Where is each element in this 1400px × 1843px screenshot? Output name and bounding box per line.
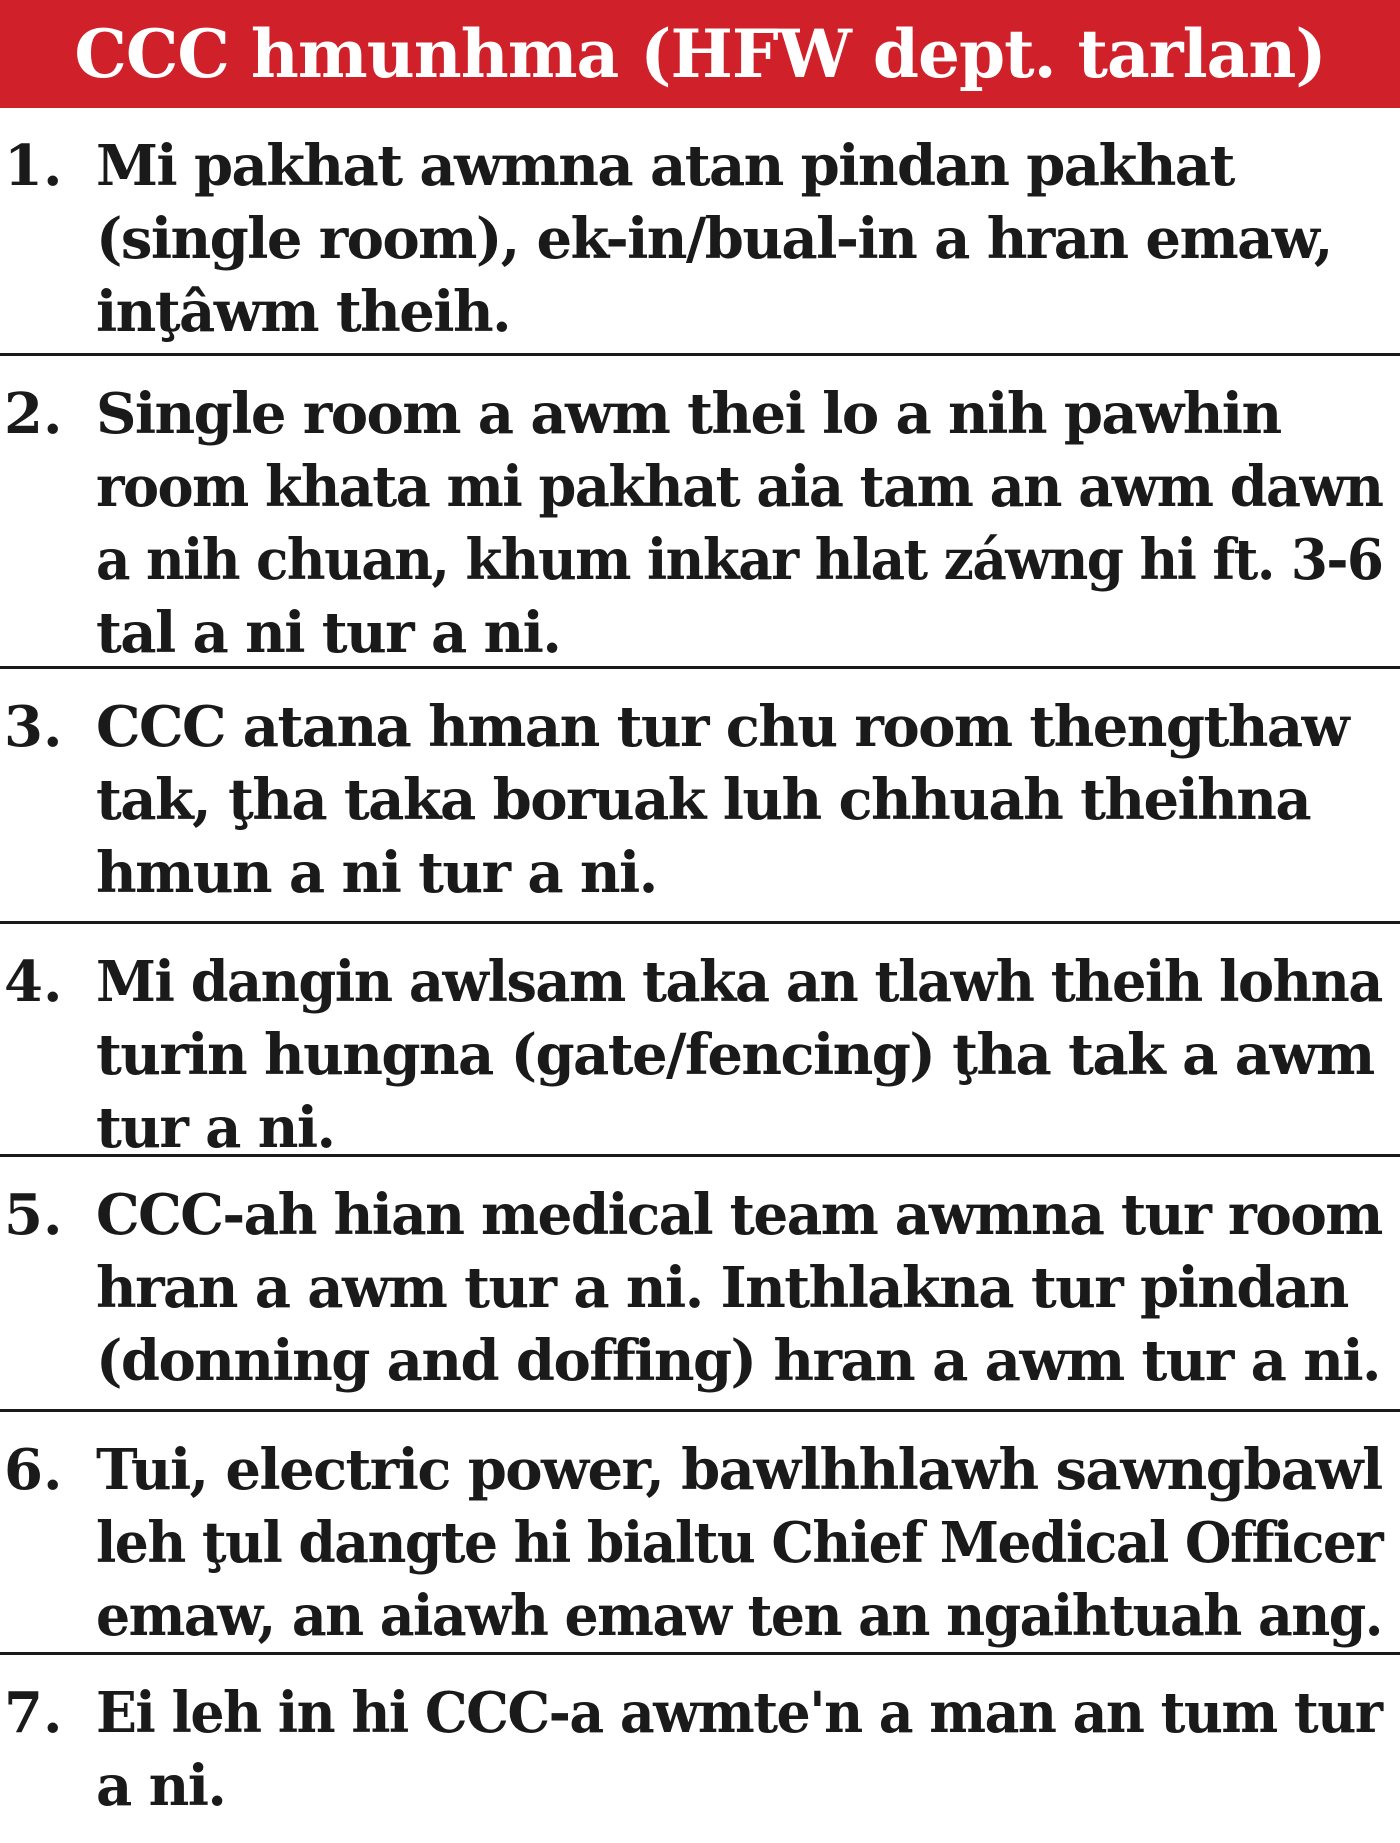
item-line: hran a awm tur a ni. Inthlakna tur pindan bbox=[96, 1255, 1348, 1321]
item-line: leh ţul dangte hi bialtu Chief Medical Officer bbox=[96, 1510, 1383, 1576]
item-line: Mi pakhat awmna atan pindan pakhat bbox=[96, 133, 1234, 199]
item-number: 6. bbox=[4, 1437, 63, 1503]
list-item bbox=[0, 356, 1400, 669]
guideline-list bbox=[0, 108, 1400, 1835]
item-number: 5. bbox=[4, 1182, 63, 1248]
item-number: 2. bbox=[4, 381, 63, 447]
item-line: tak, ţha taka boruak luh chhuah theihna bbox=[96, 767, 1311, 833]
item-number: 1. bbox=[4, 133, 63, 199]
list-item bbox=[0, 1412, 1400, 1655]
item-line: Tui, electric power, bawlhhlawh sawngbawl bbox=[96, 1437, 1382, 1503]
item-line: Single room a awm thei lo a nih pawhin bbox=[96, 381, 1281, 447]
header-banner bbox=[0, 0, 1400, 108]
item-line: tur a ni. bbox=[96, 1095, 335, 1161]
item-line: (single room), ek-in/bual-in a hran emaw, bbox=[96, 206, 1332, 272]
item-text bbox=[96, 1434, 1382, 1653]
item-line: Ei leh in hi CCC-a awmte'n a man an tum tur bbox=[96, 1680, 1382, 1746]
item-line: tal a ni tur a ni. bbox=[96, 600, 561, 666]
item-line: Mi dangin awlsam taka an tlawh theih lohna bbox=[96, 949, 1382, 1015]
item-text bbox=[96, 378, 1382, 670]
item-line: hmun a ni tur a ni. bbox=[96, 840, 657, 906]
item-line: a nih chuan, khum inkar hlat záwng hi ft. 3-6 bbox=[96, 527, 1383, 593]
item-number: 4. bbox=[4, 949, 63, 1015]
item-text bbox=[96, 1179, 1382, 1398]
item-line: CCC-ah hian medical team awmna tur room bbox=[96, 1182, 1382, 1248]
item-number: 7. bbox=[4, 1680, 63, 1746]
list-item bbox=[0, 1157, 1400, 1412]
list-item bbox=[0, 669, 1400, 924]
item-line: a ni. bbox=[96, 1753, 226, 1819]
item-text bbox=[96, 1677, 1382, 1823]
item-line: CCC atana hman tur chu room thengthaw bbox=[96, 694, 1349, 760]
item-line: room khata mi pakhat aia tam an awm dawn bbox=[96, 454, 1383, 520]
page-title: CCC hmunhma (HFW dept. tarlan) bbox=[74, 15, 1326, 93]
item-line: (donning and doffing) hran a awm tur a ni. bbox=[96, 1328, 1380, 1394]
list-item bbox=[0, 108, 1400, 356]
item-line: turin hungna (gate/fencing) ţha tak a awm bbox=[96, 1022, 1374, 1088]
item-text bbox=[96, 691, 1382, 910]
list-item bbox=[0, 1655, 1400, 1835]
list-item bbox=[0, 924, 1400, 1161]
item-line: emaw, an aiawh emaw ten an ngaihtuah ang. bbox=[96, 1583, 1382, 1649]
item-line: inţâwm theih. bbox=[96, 279, 510, 345]
item-number: 3. bbox=[4, 694, 63, 760]
item-text bbox=[96, 946, 1382, 1165]
item-text bbox=[96, 130, 1382, 349]
